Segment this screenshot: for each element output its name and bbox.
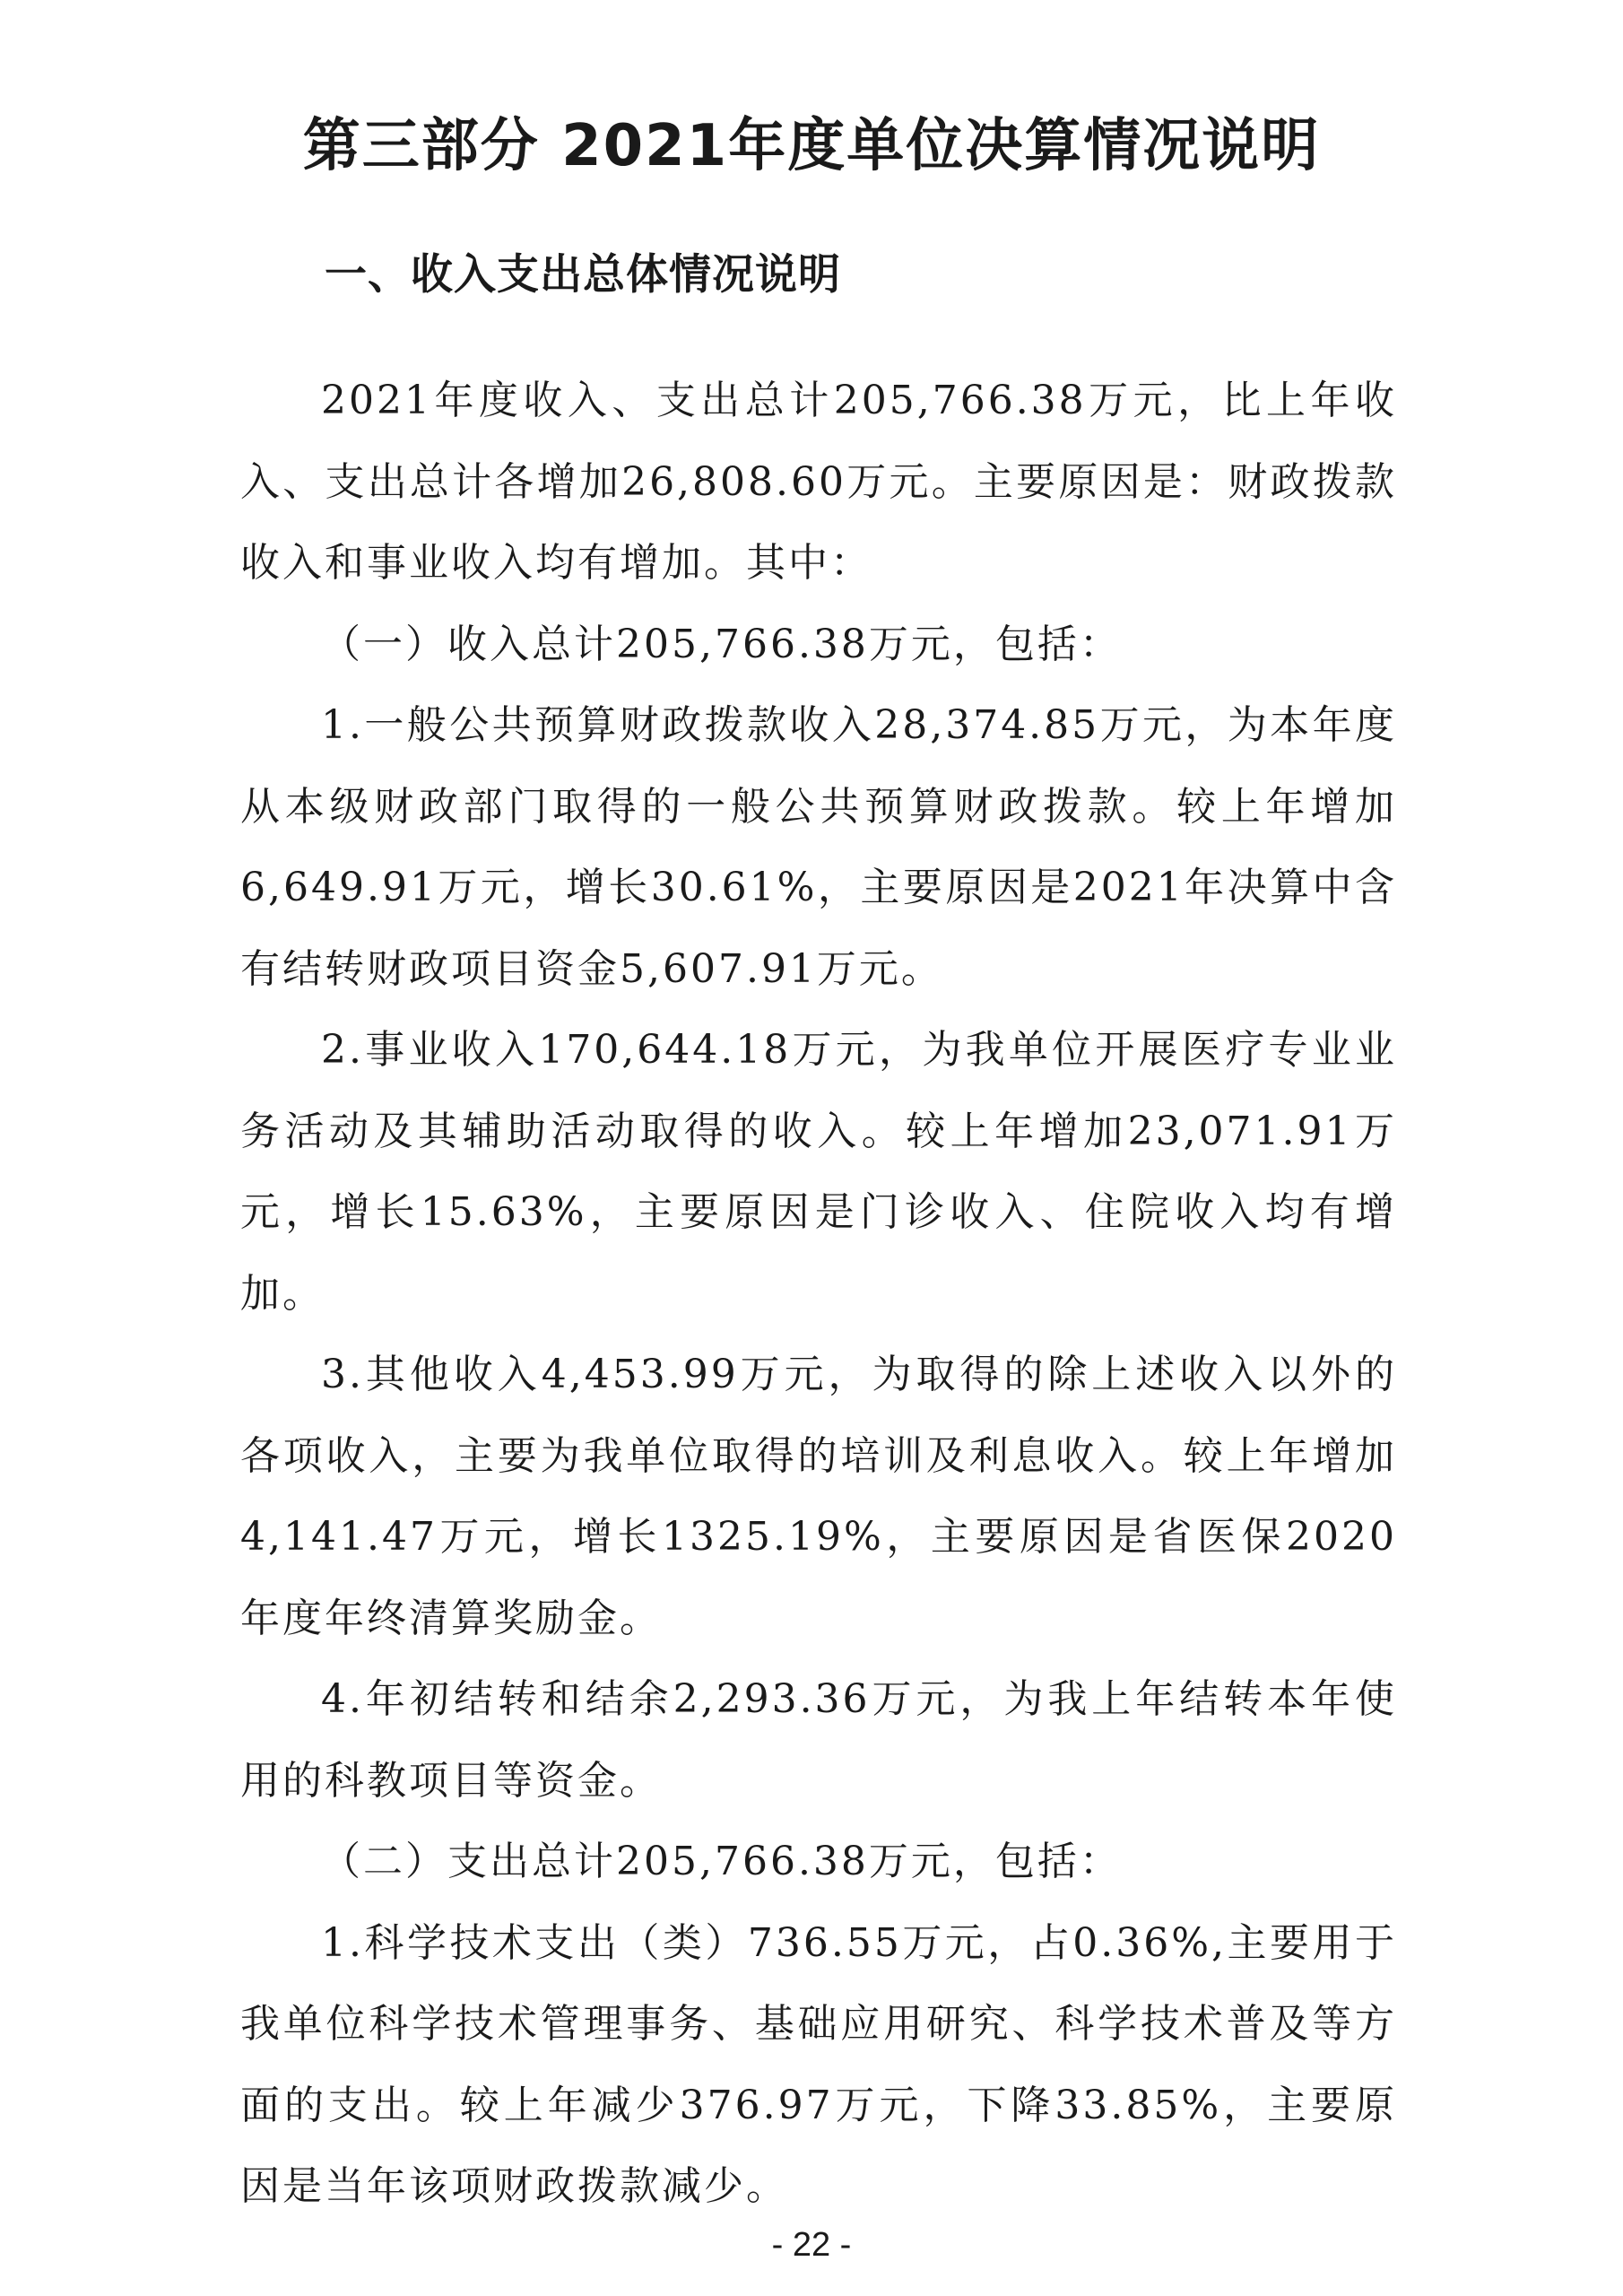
section-heading: 一、收入支出总体情况说明 xyxy=(325,250,841,300)
paragraph-income-total: （一）收入总计205,766.38万元，包括： xyxy=(321,621,1122,667)
body-text xyxy=(240,361,1397,2228)
page-title: 第三部分 2021年度单位决算情况说明 xyxy=(302,113,1321,179)
paragraph-income-other: 3.其他收入4,453.99万元，为取得的除上述收入以外的各项收入，主要为我单位取得的培训及利息收入。较上年增加4,141.47万元，增长1325.19%，主要原因是省医保2020年度年终清算奖励金。 xyxy=(240,1352,1397,1641)
paragraph-income-general-budget: 1.一般公共预算财政拨款收入28,374.85万元，为本年度从本级财政部门取得的一般公共预算财政拨款。较上年增加6,649.91万元，增长30.61%，主要原因是2021年决算中含有结转财政项目资金5,607.91万元。 xyxy=(240,702,1397,992)
paragraph-summary: 2021年度收入、支出总计205,766.38万元，比上年收入、支出总计各增加26,808.60万元。主要原因是：财政拨款收入和事业收入均有增加。其中： xyxy=(240,378,1397,586)
paragraph-income-carryover: 4.年初结转和结余2,293.36万元，为我上年结转本年使用的科教项目等资金。 xyxy=(240,1676,1397,1804)
page-number: - 22 - xyxy=(771,2226,852,2264)
paragraph-expense-science: 1.科学技术支出（类）736.55万元，占0.36%,主要用于我单位科学技术管理事务、基础应用研究、科学技术普及等方面的支出。较上年减少376.97万元，下降33.85%，主要原因是当年该项财政拨款减少。 xyxy=(240,1919,1397,2209)
paragraph-expense-total: （二）支出总计205,766.38万元，包括： xyxy=(321,1839,1122,1884)
paragraph-income-business: 2.事业收入170,644.18万元，为我单位开展医疗专业业务活动及其辅助活动取得的收入。较上年增加23,071.91万元，增长15.63%，主要原因是门诊收入、住院收入均有增加。 xyxy=(240,1027,1397,1317)
